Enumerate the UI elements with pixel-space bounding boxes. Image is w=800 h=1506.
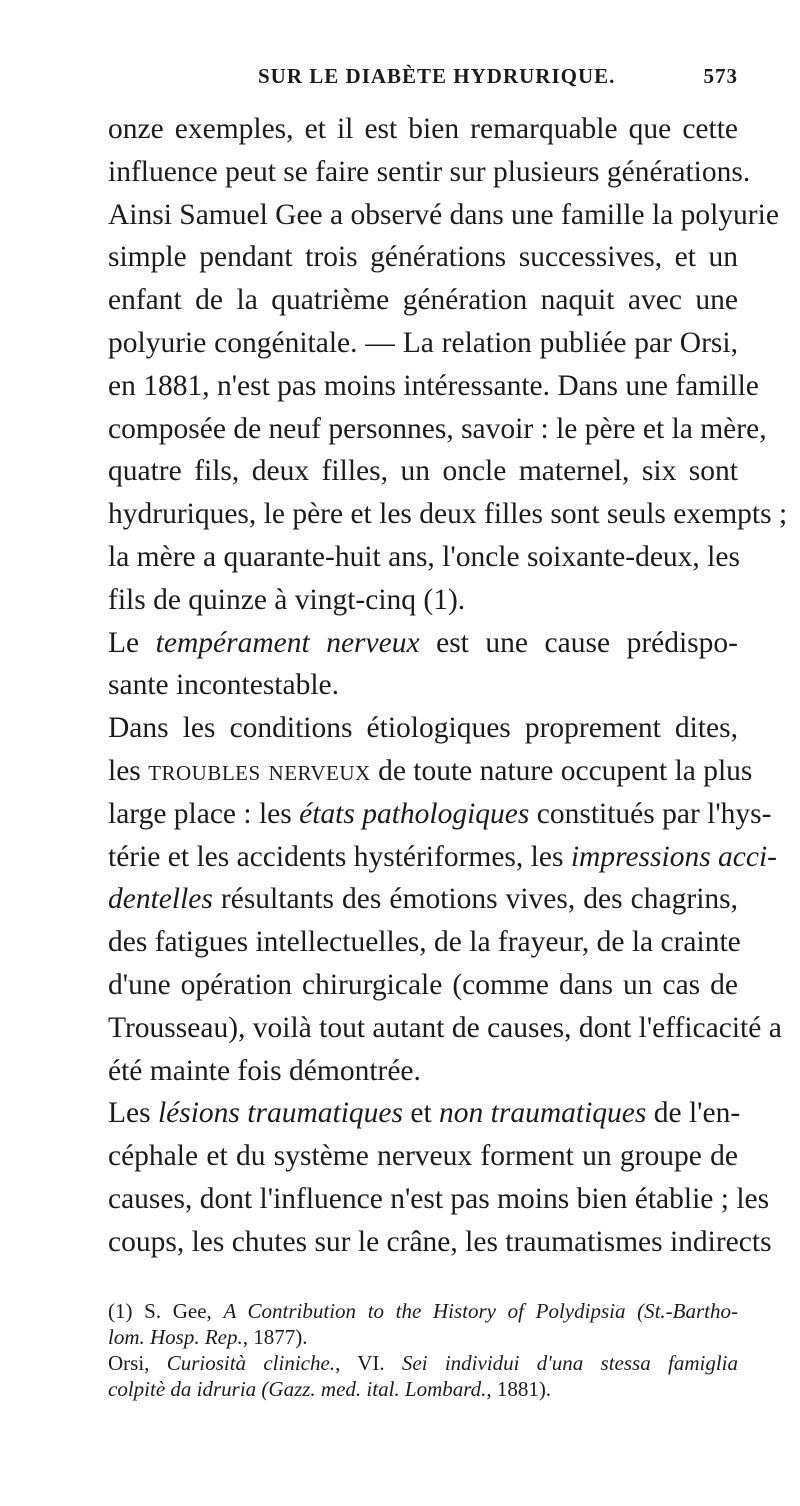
text-line: d'une opération chirurgicale (comme dans un cas de — [108, 968, 738, 1001]
text-run: Les — [108, 1097, 158, 1130]
text-run: , VI. — [335, 1350, 402, 1375]
footnote-line — [108, 1350, 738, 1376]
text-run: et — [403, 1097, 440, 1130]
italic-phrase: A Contribution to the History of Polydipsia (St.-Bartho- — [223, 1298, 738, 1323]
page-number: 573 — [703, 64, 738, 88]
text-line: Dans les conditions étiologiques proprement dites, — [108, 712, 738, 745]
text-line: composée de neuf personnes, savoir : le père et la mère, — [108, 412, 767, 445]
text-run: Orsi, — [108, 1350, 167, 1375]
text-line: enfant de la quatrième génération naquit avec une — [108, 284, 738, 317]
text-line — [108, 622, 738, 665]
text-line: des fatigues intellectuelles, de la frayeur, de la crainte — [108, 926, 741, 959]
text-line: quatre fils, deux filles, un oncle maternel, six sont — [108, 455, 738, 488]
small-caps-phrase: troubles nerveux — [148, 754, 371, 787]
text-line — [108, 750, 753, 793]
text-line — [108, 836, 778, 879]
text-line: fils de quinze à vingt-cinq (1). — [108, 583, 466, 616]
italic-phrase: non traumatiques — [439, 1097, 647, 1130]
text-line: hydruriques, le père et les deux filles sont seuls exempts ; — [108, 498, 788, 531]
running-head — [108, 0, 738, 108]
text-line — [108, 1092, 741, 1135]
running-title: SUR LE DIABÈTE HYDRURIQUE. — [258, 64, 616, 88]
footnotes — [108, 1298, 738, 1402]
text-run: , 1877). — [242, 1324, 308, 1349]
text-line: influence peut se faire sentir sur plusieurs générations. — [108, 155, 751, 188]
text-line: Trousseau), voilà tout autant de causes, dont l'efficacité a — [108, 1011, 782, 1044]
italic-phrase: états pathologiques — [299, 797, 530, 830]
italic-phrase: Sei individui d'una stessa famiglia — [401, 1350, 739, 1375]
text-run: constitués par l'hys- — [529, 797, 772, 830]
text-run: térie et les accidents hystériformes, les — [108, 840, 571, 873]
text-run: est une cause prédispo- — [419, 626, 738, 659]
text-line: simple pendant trois générations successives, et un — [108, 241, 738, 274]
text-run: de l'en- — [646, 1097, 741, 1130]
text-run: (1) S. Gee, — [108, 1298, 224, 1323]
italic-phrase: lom. Hosp. Rep. — [108, 1324, 243, 1349]
text-line: onze exemples, et il est bien remarquable que cette — [108, 113, 738, 145]
text-run: Le — [108, 626, 156, 659]
footnote-line — [108, 1298, 738, 1324]
italic-phrase: tempérament nerveux — [155, 626, 420, 659]
text-line — [108, 793, 772, 836]
text-line: polyurie congénitale. — La relation publiée par Orsi, — [108, 326, 738, 359]
italic-phrase: lésions traumatiques — [157, 1097, 403, 1130]
body-text — [108, 108, 788, 1264]
italic-phrase: impressions acci- — [570, 840, 778, 873]
italic-phrase: colpitè da idruria (Gazz. med. ital. Lombard. — [108, 1376, 487, 1401]
text-run: , 1881). — [486, 1376, 552, 1401]
text-line: causes, dont l'influence n'est pas moins bien établie ; les — [108, 1182, 770, 1215]
footnote-line — [108, 1324, 738, 1350]
text-line: céphale et du système nerveux forment un groupe de — [108, 1140, 738, 1173]
text-line: la mère a quarante-huit ans, l'oncle soixante-deux, les — [108, 540, 740, 573]
text-run: de toute nature occupent la plus — [370, 754, 753, 787]
text-run: les — [108, 754, 149, 787]
text-line: coups, les chutes sur le crâne, les traumatismes indirects — [108, 1225, 772, 1258]
text-line: Ainsi Samuel Gee a observé dans une famille la polyurie — [108, 198, 779, 231]
text-line: été mainte fois démontrée. — [108, 1054, 421, 1087]
text-run: résultants des émotions vives, des chagrins, — [212, 883, 738, 916]
text-line: sante incontestable. — [108, 669, 340, 702]
italic-phrase: dentelles — [108, 883, 213, 916]
text-run: large place : les — [108, 797, 300, 830]
text-line: en 1881, n'est pas moins intéressante. Dans une famille — [108, 369, 759, 402]
footnote-line — [108, 1376, 738, 1402]
text-line — [108, 878, 738, 921]
italic-phrase: Curiosità cliniche. — [166, 1350, 336, 1375]
